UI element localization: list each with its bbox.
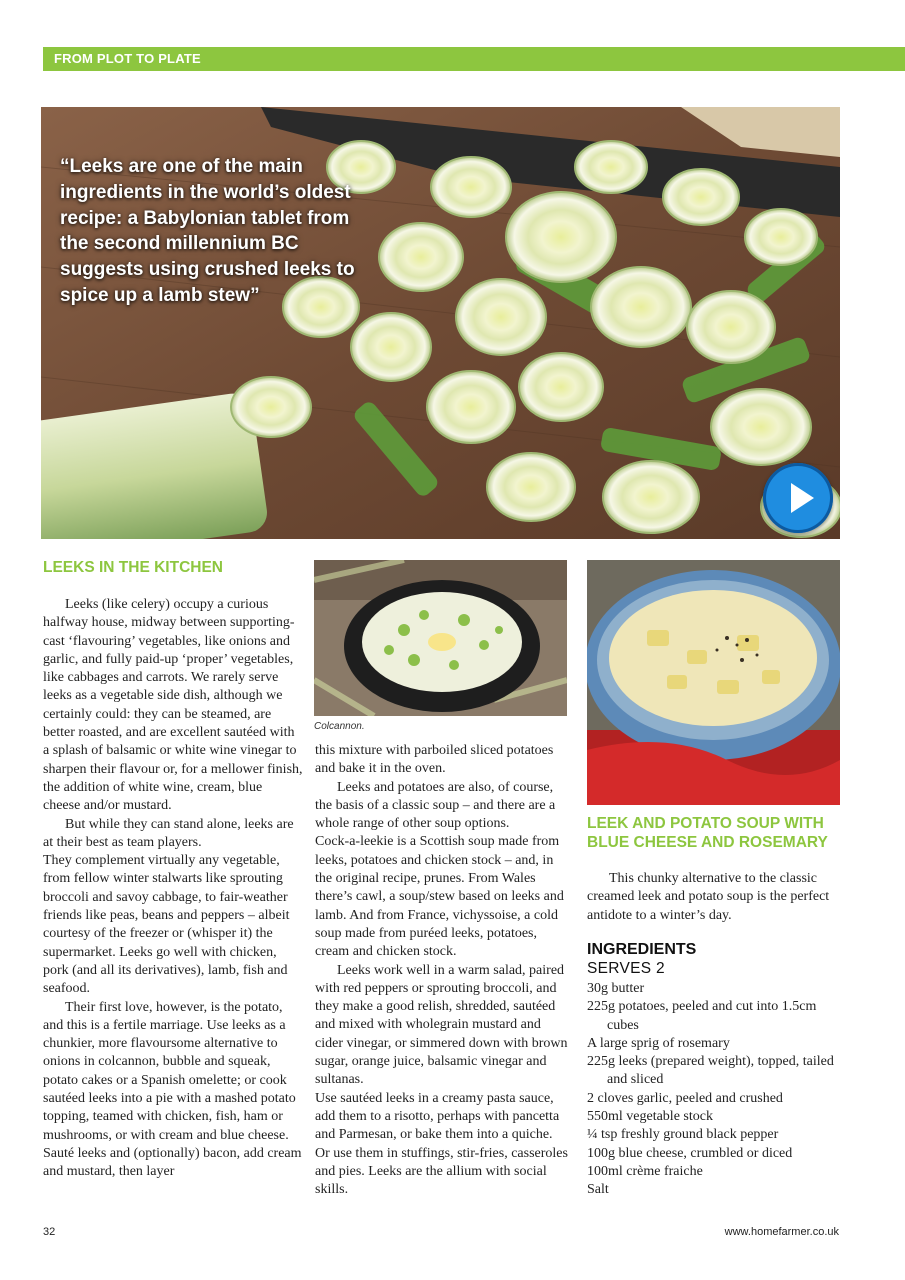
ingredient-item: 100g blue cheese, crumbled or diced bbox=[587, 1145, 793, 1161]
section-banner bbox=[43, 47, 905, 71]
paragraph: this mixture with parboiled sliced potatoes and bake it in the oven. bbox=[315, 743, 554, 777]
section-title: FROM PLOT TO PLATE bbox=[54, 51, 201, 66]
paragraph: This chunky alternative to the classic creamed leek and potato soup is the perfect antidote to a winter’s day. bbox=[587, 871, 830, 923]
pull-quote: “Leeks are one of the main ingredients in the world’s oldest recipe: a Babylonian tablet from the second millennium BC suggests using crushed leeks to spice up a lamb stew” bbox=[60, 156, 355, 306]
colcannon-image bbox=[314, 560, 567, 716]
page-number: 32 bbox=[43, 1226, 56, 1238]
ingredient-item: 225g potatoes, peeled and cut into 1.5cm cubes bbox=[587, 999, 817, 1033]
play-icon bbox=[763, 463, 833, 533]
photo-caption: Colcannon. bbox=[314, 721, 365, 732]
ingredient-item: 225g leeks (prepared weight), topped, tailed and sliced bbox=[587, 1054, 834, 1088]
recipe-title: LEEK AND POTATO SOUP WITH BLUE CHEESE AND ROSEMARY bbox=[587, 815, 828, 851]
ingredients-list bbox=[587, 980, 847, 1200]
article-heading: LEEKS IN THE KITCHEN bbox=[43, 559, 223, 576]
ingredient-item: Salt bbox=[587, 1182, 609, 1198]
paragraph: Leeks and potatoes are also, of course, the basis of a classic soup – and there are a whole range of other soup options. bbox=[315, 779, 556, 832]
ingredient-item: 100ml crème fraiche bbox=[587, 1163, 703, 1179]
leek-potato-soup-image bbox=[587, 560, 840, 805]
hero-image bbox=[41, 107, 840, 539]
colcannon-photo bbox=[314, 560, 567, 716]
ingredient-item: A large sprig of rosemary bbox=[587, 1035, 730, 1051]
ingredient-item: 2 cloves garlic, peeled and crushed bbox=[587, 1090, 783, 1106]
ingredient-item: 30g butter bbox=[587, 981, 645, 996]
paragraph: They complement virtually any vegetable, from fellow winter stalwarts like sprouting broccoli and savoy cabbage, to fair-weather friends like peas, beans and peppers – albeit courtesy of the freezer or (whisper it) the supermarket. Leeks go well with chicken, pork (and all its derivatives), lamb, fish and seafood. bbox=[43, 853, 290, 997]
paragraph: Their first love, however, is the potato, and this is a fertile marriage. Use leeks as a chunkier, more flavoursome alternative to onions in colcannon, bubble and squeak, potato cakes or a Spanish omelette; or cook sautéed leeks into a pie with a mashed potato topping, teamed with chicken, fish, ham or mushrooms, or with cream and blue cheese. Sauté leeks and (optionally) bacon, add cream and mustard, then layer bbox=[43, 999, 302, 1180]
soup-photo bbox=[587, 560, 840, 805]
ingredient-item: ¼ tsp freshly ground black pepper bbox=[587, 1127, 779, 1143]
ingredients-heading: INGREDIENTS bbox=[587, 941, 697, 958]
paragraph: Leeks (like celery) occupy a curious halfway house, midway between supporting-cast ‘flavouring’ vegetables, like onions and garlic, and fully paid-up ‘proper’ vegetables, like cabbages and carrots. We rarely serve leeks as a vegetable side dish, although we certainly could: they can be steamed, are better roasted, and are excellent sautéed with a splash of balsamic or white wine vinegar to sharpen their flavour or, for a mellower finish, the addition of white wine, cream, blue cheese and/or mustard. bbox=[43, 597, 303, 814]
recipe-intro bbox=[587, 870, 845, 925]
website-link[interactable]: www.homefarmer.co.uk bbox=[724, 1226, 839, 1238]
ingredient-item: 550ml vegetable stock bbox=[587, 1109, 713, 1125]
paragraph: But while they can stand alone, leeks are at their best as team players. bbox=[43, 816, 294, 850]
paragraph: Leeks work well in a warm salad, paired with red peppers or sprouting broccoli, and they make a good relish, shredded, sautéed and mixed with wholegrain mustard and cider vinegar, or simmered down with brown sugar, orange juice, balsamic vinegar and sultanas. bbox=[315, 962, 568, 1088]
serves-label: SERVES 2 bbox=[587, 960, 665, 977]
paragraph: Cock-a-leekie is a Scottish soup made from leeks, potatoes and chicken stock – and, in the original recipe, prunes. From Wales there’s cawl, a soup/stew based on leeks and lamb. And from France, vichyssoise, a cold soup made from puréed leeks, potatoes, cream and chicken stock. bbox=[315, 834, 564, 960]
article-column-1 bbox=[43, 596, 303, 1182]
paragraph: Use sautéed leeks in a creamy pasta sauce, add them to a risotto, perhaps with pancetta and Parmesan, or bake them into a quiche. Or use them in stuffings, stir-fries, casseroles and pies. Leeks are the allium with social skills. bbox=[315, 1090, 568, 1198]
article-column-2 bbox=[315, 742, 570, 1199]
play-button[interactable] bbox=[763, 463, 833, 533]
